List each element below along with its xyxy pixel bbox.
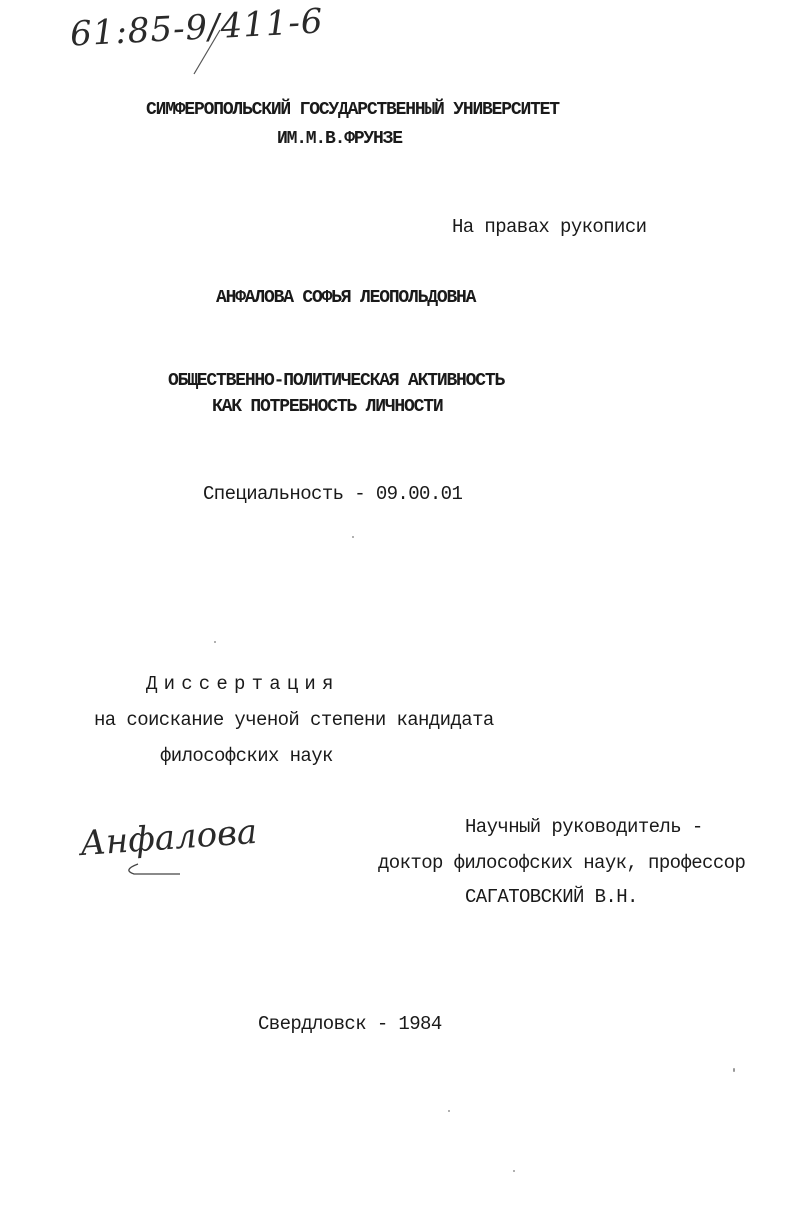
signature-underline [120,860,190,880]
dissertation-title-line-1: ОБЩЕСТВЕННО-ПОЛИТИЧЕСКАЯ АКТИВНОСТЬ [168,371,505,391]
dissertation-heading: Диссертация [146,673,340,695]
scan-speck [448,1110,450,1112]
dissertation-degree-line: на соискание ученой степени кандидата [94,709,494,731]
specialty: Специальность - 09.00.01 [203,483,463,505]
supervisor-role: Научный руководитель - [465,816,703,838]
city-year: Свердловск - 1984 [258,1013,442,1035]
manuscript-note: На правах рукописи [452,216,647,238]
scan-speck [352,536,354,538]
supervisor-degree: доктор философских наук, профессор [378,852,746,874]
archive-number-handwritten: 61:85-9/411-6 [69,1,325,55]
supervisor-name: САГАТОВСКИЙ В.Н. [465,886,638,908]
institution-line-1: СИМФЕРОПОЛЬСКИЙ ГОСУДАРСТВЕННЫЙ УНИВЕРСИТЕТ [146,100,559,120]
author-name: АНФАЛОВА СОФЬЯ ЛЕОПОЛЬДОВНА [216,288,476,308]
scan-speck [733,1068,735,1072]
institution-line-2: ИМ.М.В.ФРУНЗЕ [277,129,402,149]
scan-speck [214,641,216,643]
dissertation-field-line: философских наук [160,745,333,767]
scan-speck [513,1170,515,1172]
archive-number-slash-mark [190,28,230,78]
signature: Анфалова [78,811,259,865]
dissertation-title-line-2: КАК ПОТРЕБНОСТЬ ЛИЧНОСТИ [212,397,443,417]
